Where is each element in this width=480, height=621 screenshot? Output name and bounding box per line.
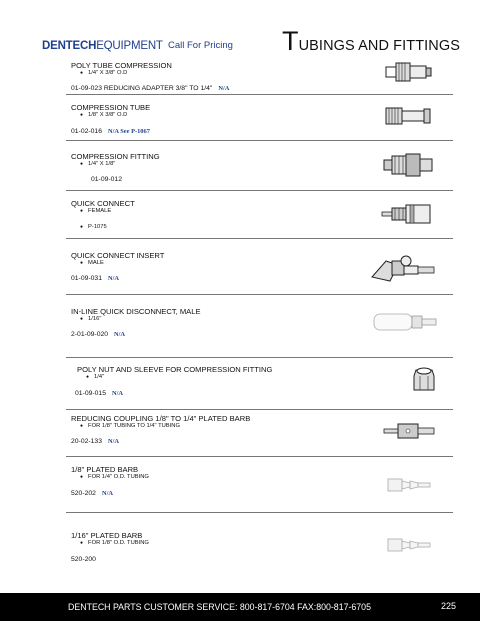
part-number: 01-09-031 N/A [71, 275, 120, 282]
item-spec: ● FOR 1/8" O.D. TUBING [80, 540, 149, 546]
item-title: COMPRESSION FITTING [71, 152, 160, 161]
item-spec: ● MALE [80, 260, 104, 266]
catalog-item [66, 141, 453, 191]
reducing-coupling-icon [382, 420, 438, 442]
item-title: QUICK CONNECT [71, 199, 135, 208]
catalog-item [66, 58, 453, 95]
quick-connect-icon [380, 202, 436, 226]
catalog-item [66, 95, 453, 141]
catalog-item [66, 457, 453, 513]
page-header [0, 0, 480, 60]
customer-service-line: DENTECH PARTS CUSTOMER SERVICE: 800-817-6704 FAX:800-817-6705 [68, 602, 371, 612]
part-number: 20-02-133 N/A [71, 438, 120, 445]
dentech-logo: DENTECHEQUIPMENT [42, 40, 163, 52]
item-spec: ● 1/8" X 3/8" O.D [80, 112, 127, 118]
part-number: 520-202 N/A [71, 490, 113, 497]
item-title: QUICK CONNECT INSERT [71, 251, 165, 260]
item-spec: ● 1/4" X 1/8" [80, 161, 115, 167]
availability-note: N/A [112, 390, 124, 397]
quick-disconnect-icon [370, 310, 442, 334]
item-spec: ● FOR 1/8" TUBING TO 1/4" TUBING [80, 423, 180, 429]
availability-note: N/A [218, 85, 230, 92]
catalog-item [66, 358, 453, 410]
plated-barb-icon [386, 475, 436, 495]
availability-note: N/A [108, 275, 120, 282]
item-title: 1/16" PLATED BARB [71, 531, 143, 540]
availability-note: N/A [114, 331, 126, 338]
availability-note: N/A [101, 490, 113, 497]
compression-fitting-icon [384, 59, 434, 85]
item-spec: ● FEMALE [80, 208, 111, 214]
item-title: IN-LINE QUICK DISCONNECT, MALE [71, 307, 201, 316]
catalog-item [66, 239, 453, 295]
availability-note: N/A [108, 438, 120, 445]
quick-connect-insert-icon [368, 247, 438, 287]
item-title: POLY NUT AND SLEEVE FOR COMPRESSION FITTING [77, 365, 273, 374]
part-number: 2-01-09-020 N/A [71, 331, 126, 338]
availability-note: N/A See P-1067 [108, 128, 150, 135]
catalog-item [66, 295, 453, 358]
part-number: 01-02-016 N/A See P-1067 [71, 128, 150, 135]
part-number: 01-09-023 REDUCING ADAPTER 3/8" TO 1/4" N/A [71, 85, 230, 92]
part-number: 520-200 [71, 556, 96, 563]
item-spec: ● 1/4" [86, 374, 104, 380]
item-title: POLY TUBE COMPRESSION [71, 61, 172, 70]
item-title: 1/8" PLATED BARB [71, 465, 139, 474]
catalog-item [66, 410, 453, 457]
part-number: 01-09-015 N/A [75, 390, 124, 397]
plated-barb-icon [386, 535, 436, 555]
catalog-item [66, 513, 453, 569]
item-title: COMPRESSION TUBE [71, 103, 151, 112]
compression-tube-icon [384, 103, 434, 129]
page-title [282, 28, 460, 55]
page-title-initial: T [282, 26, 299, 56]
poly-nut-icon [412, 364, 436, 396]
page-number: 225 [441, 601, 457, 611]
compression-fitting-icon [382, 151, 436, 179]
item-spec: ● FOR 1/4" O.D. TUBING [80, 474, 149, 480]
call-for-pricing: Call For Pricing [168, 40, 233, 51]
page-title-rest: UBINGS AND FITTINGS [298, 38, 461, 54]
part-number: 01-09-012 [91, 176, 122, 183]
item-spec: ● 1/16" [80, 316, 101, 322]
item-title: REDUCING COUPLING 1/8" TO 1/4" PLATED BARB [71, 414, 251, 423]
catalog-item [66, 191, 453, 239]
page-footer [0, 593, 480, 621]
item-spec: ● 1/4" X 3/8" O.D [80, 70, 127, 76]
item-spec: ● P-1075 [80, 224, 107, 230]
